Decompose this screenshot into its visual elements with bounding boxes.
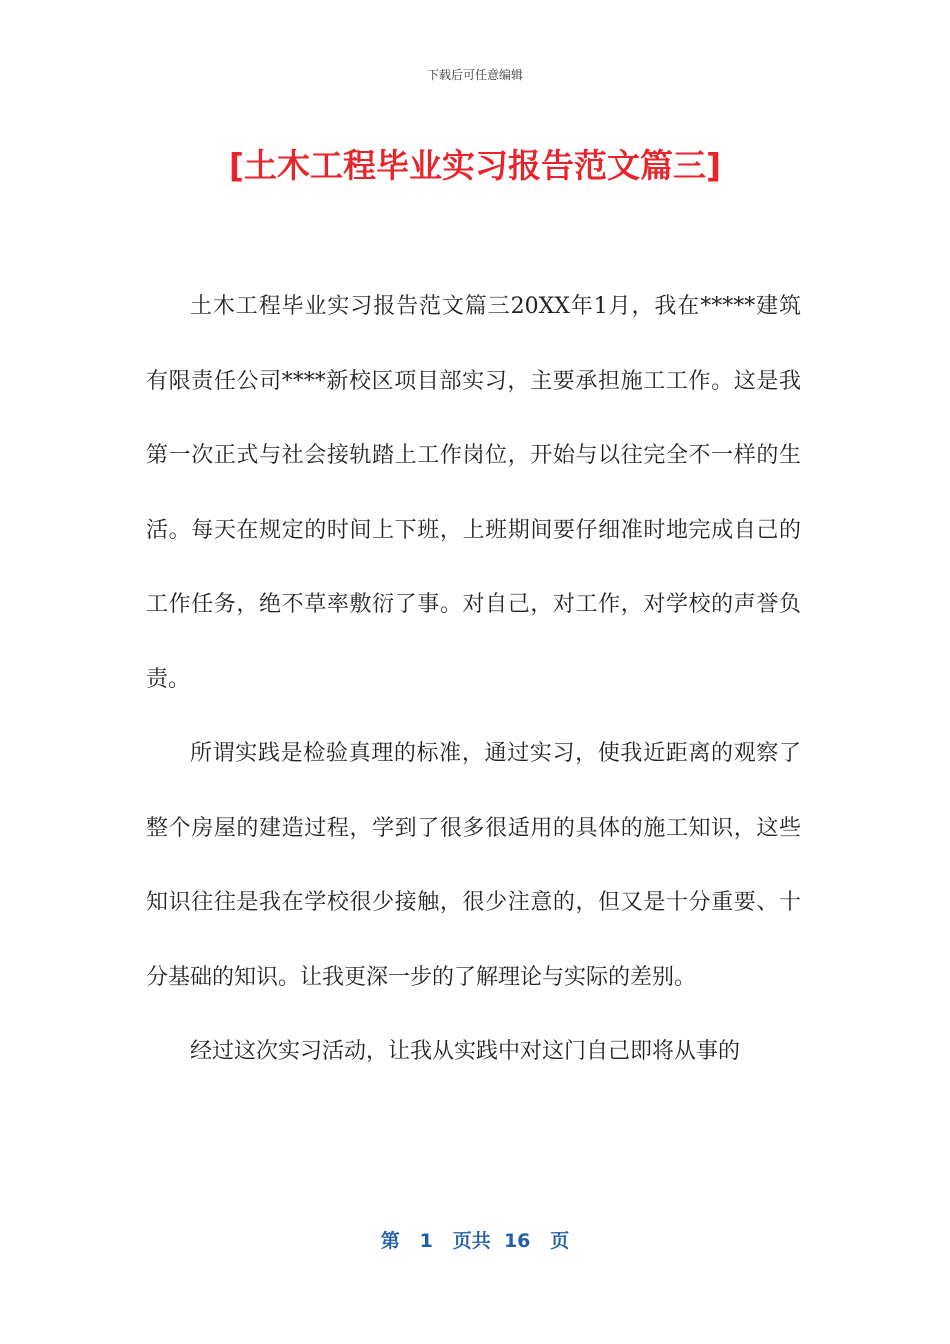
header-note: 下载后可任意编辑 [426,68,523,82]
document-title: [土木工程毕业实习报告范文篇三] [228,146,722,185]
footer-current-page: 1 [419,1230,433,1252]
footer-middle: 页共 [452,1230,491,1252]
paragraph-1: 土木工程毕业实习报告范文篇三20XX年1月，我在*****建筑有限责任公司****新校区项目部实习，主要承担施工工作。这是我第一次正式与社会接轨踏上工作岗位，开始与以往完全不一样的生活。每天在规定的时间上下班，上班期间要仔细准时地完成自己的工作任务，绝不草率敷衍了事。对自己，对工作，对学校的声誉负责。 [146,294,801,692]
paragraph-2: 所谓实践是检验真理的标准，通过实习，使我近距离的观察了整个房屋的建造过程，学到了很多很适用的具体的施工知识，这些知识往往是我在学校很少接触，很少注意的，但又是十分重要、十分基础的知识。让我更深一步的了解理论与实际的差别。 [146,741,801,990]
document-body [146,270,801,1090]
paragraph-3: 经过这次实习活动，让我从实践中对这门自己即将从事的 [190,1039,741,1064]
footer-prefix: 第 [380,1230,400,1252]
footer-suffix: 页 [550,1230,570,1252]
footer-total-pages: 16 [503,1230,531,1252]
page-footer [0,1226,950,1253]
